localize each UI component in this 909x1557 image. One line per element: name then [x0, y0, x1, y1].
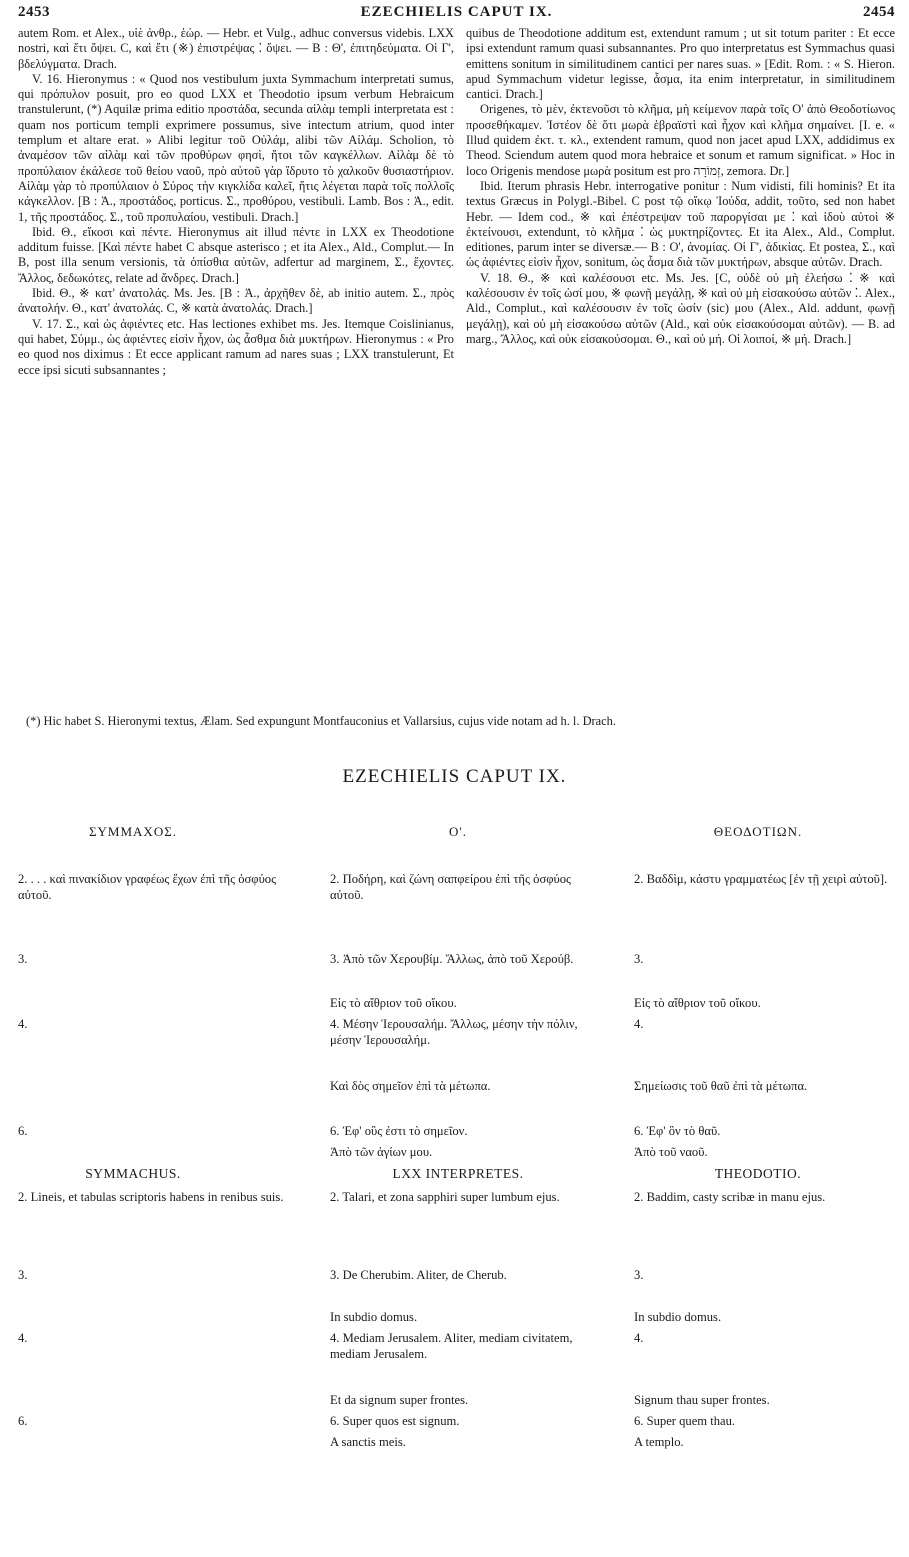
latin_table-lxx-verse: 2. Talari, et zona sapphiri super lumbum ejus.	[330, 1190, 560, 1204]
running-title: EZECHIELIS CAPUT IX.	[360, 4, 553, 20]
greek_table-theodotion-verse: 2. Βαδδὶμ, κάστυ γραμματέως [ἐν τῇ χειρὶ αὐτοῦ].	[634, 872, 888, 886]
commentary-paragraph: Ibid. Iterum phrasis Hebr. interrogative ponitur : Num vidisti, fili hominis? Et ita textus Græcus in Polygl.-Bibel. C post τῷ οἴκῳ Ἰούδα, addit, τοῦτο, sed non habet Hebr. — Idem cod., ※ καὶ ἐπέστρεψαν τοῦ παροργίσαι με ⁚ καὶ ἰδοὺ αὐτοὶ ※ ἐκτείνουσι, extendunt, τὸ κλῆμα ⁚ ὡς μυκτηρίζοντες. Et ita Alex., Ald., Complut. editiones, parum inter se diversæ.— B : Ο', ἀνομίας. Οἱ Γ', ἀδικίας. Et postea, Σ., καὶ ὡς ἀφιέντες εἰσὶν ἦχον, sonitum, ὡς ἆσμα διὰ τῶν μυκτήρων, absque αὐτῶν. Drach.	[466, 178, 895, 270]
latin_table-symmachus-verse: 6.	[18, 1414, 28, 1428]
latin_table-symmachus-verse: 4.	[18, 1331, 28, 1345]
latin_table-symmachus-verse: 2. Lineis, et tabulas scriptoris habens in renibus suis.	[18, 1190, 284, 1204]
commentary-paragraph: autem Rom. et Alex., υἱὲ ἀνθρ., ἑώρ. — Hebr. et Vulg., adhuc conversus videbis. LXX nostri, καὶ ἔτι ὄψει. C, καὶ ἔτι (※) ἐπιστρέψας ⁚ ὄψει. — B : Θ', ἐπιτηδεύματα. Οἱ Γ', βδελύγματα. Drach.	[18, 26, 454, 71]
running-head	[18, 4, 895, 26]
footnote-text: (*) Hic habet S. Hieronymi textus, Ælam. Sed expungunt Montfauconius et Vallarsius, cujus vide notam ad h. l. Drach.	[26, 714, 616, 728]
commentary-columns	[18, 26, 895, 706]
greek_table-lxx-verse: 4. Μέσην Ἱερουσαλήμ. Ἄλλως, μέσην τὴν πόλιν, μέσην Ἱερουσαλήμ.	[330, 1017, 578, 1047]
greek_table-symmachus-verse: 3.	[18, 952, 28, 966]
header-lxx-latin: LXX INTERPRETES.	[392, 1166, 524, 1181]
greek_table-lxx-verse: 2. Ποδήρη, καὶ ζώνη σαπφείρου ἐπὶ τῆς ὀσφύος αὐτοῦ.	[330, 872, 572, 902]
greek_table-lxx-verse: Ἀπὸ τῶν ἁγίων μου.	[330, 1145, 433, 1159]
greek_table-theodotion-verse: Ἀπὸ τοῦ ναοῦ.	[634, 1145, 708, 1159]
greek_table-lxx-verse: 6. Ἐφ' οὓς ἐστι τὸ σημεῖον.	[330, 1124, 468, 1138]
page-number-right: 2454	[863, 4, 895, 20]
page-number-left: 2453	[18, 4, 50, 20]
footnote	[18, 714, 895, 729]
commentary-paragraph: Ibid. Θ., εἴκοσι καὶ πέντε. Hieronymus ait illud πέντε in LXX ex Theodotione additum fuisse. [Καὶ πέντε habet C absque asterisco ; et ita Alex., Ald., Complut.— In B, post illa senum versionis, τὰ ὀπίσθια αὐτῶν, adfertur ad marginem, Σ., ἔχοντες. Ἄλλος, δεδωκότες, relate ad ἄνδρες. Drach.]	[18, 224, 454, 285]
latin_table-lxx-verse: 3. De Cherubim. Aliter, de Cherub.	[330, 1268, 507, 1282]
latin_table-lxx-verse: 4. Mediam Jerusalem. Aliter, mediam civitatem, mediam Jerusalem.	[330, 1331, 573, 1361]
chapter-title: EZECHIELIS CAPUT IX.	[342, 766, 567, 787]
greek_table-symmachus-verse: 4.	[18, 1017, 28, 1031]
commentary-right-column	[466, 26, 895, 347]
latin_table-symmachus-verse: 3.	[18, 1268, 28, 1282]
latin_table-theodotion-verse: 6. Super quem thau.	[634, 1414, 736, 1428]
greek_table-theodotion-verse: 3.	[634, 952, 644, 966]
header-theodotion-latin: THEODOTIO.	[714, 1166, 802, 1181]
greek_table-lxx-verse: Καὶ δὸς σημεῖον ἐπὶ τὰ μέτωπα.	[330, 1079, 491, 1093]
greek_table-theodotion-verse: Εἰς τὸ αἴθριον τοῦ οἴκου.	[634, 996, 761, 1010]
commentary-paragraph: Ibid. Θ., ※ κατ' ἀνατολάς. Ms. Jes. [B : Ἀ., ἀρχῆθεν δὲ, ab initio autem. Σ., πρὸς ἀνατολήν. Θ., κατ' ἀνατολάς. C, ※ κατὰ ἀνατολάς. Drach.]	[18, 286, 454, 316]
greek_table-symmachus-verse: 2. . . . καὶ πινακίδιον γραφέως ἔχων ἐπὶ τῆς ὀσφύος αὐτοῦ.	[18, 872, 277, 902]
latin_table-theodotion-verse: 4.	[634, 1331, 644, 1345]
header-symmachus-greek: ΣΥΜΜΑΧΟΣ.	[88, 824, 178, 839]
latin_table-lxx-verse: In subdio domus.	[330, 1310, 418, 1324]
latin_table-lxx-verse: Et da signum super frontes.	[330, 1393, 469, 1407]
commentary-paragraph: Origenes, τὸ μὲν, ἐκτενοῦσι τὸ κλῆμα, μὴ κείμενον παρὰ τοῖς Ο' ἀπὸ Θεοδοτίωνος προσεθήκαμεν. Ἰστέον δὲ ὅτι μωρὰ ἑβραϊστὶ καὶ ἦχον καὶ κλῆμα σημαίνει. [I. e. « Illud quidem ἐκτ. τ. κλ., extendent ramum, quod non jacet apud LXX, addidimus ex Theod. Sciendum autem quod mora hebraice et sonum et ramum significat. » Hoc in loco Origenis mendose μωρὰ positum est pro זְמוֹרָה, zemora. Dr.]	[466, 102, 895, 178]
latin_table-theodotion-verse: In subdio domus.	[634, 1310, 722, 1324]
greek_table-symmachus-verse: 6.	[18, 1124, 28, 1138]
versions-table	[18, 800, 895, 1540]
greek_table-lxx-verse: Εἰς τὸ αἴθριον τοῦ οἴκου.	[330, 996, 457, 1010]
commentary-left-column	[18, 26, 454, 378]
header-lxx-greek: Ο'.	[449, 824, 467, 839]
commentary-paragraph: V. 16. Hieronymus : « Quod nos vestibulum juxta Symmachum interpretati sumus, qui πρόπυλον posuit, pro eo quod LXX et Theodotio ipsum verbum Hebraicum transtulerunt, (*) Aquilæ prima editio προστάδα, secunda αἰλὰμ templi interpretata est : quam nos porticum templi exprimere possumus, sive intectum atrium, quod inter templum et altare erat. » Alibi legitur τοῦ Οὐλάμ, alibi τῶν Αἰλάμ. Scholion, τὸ ἀναμέσον τῶν αἰλὰμ καὶ τῶν προθύρων φησὶ, ἤτοι τῶν καγκέλλων. Αἰλὰμ δὲ τὸ προπύλαιον ἐκάλεσε τοῦ θείου ναοῦ, πρὸ αὐτοῦ γὰρ ἵδρυτο τὸ χαλκοῦν θυσιαστήριον. Αἰλὰμ γὰρ τὸ προπύλαιον ὁ Σύρος τὴν κιγκλίδα καλεῖ, ἥτις λέγεται παρὰ τοῖς πολλοῖς κάγκελλον. [B : Ἀ., προστάδος, porticus. Σ., προθύρου, vestibuli. Lamb. Bos : Ἀ., edit. 1, τῆς προστάδος. Σ., τοῦ προπυλαίου, vestibuli. Drach.]	[18, 71, 454, 224]
greek_table-theodotion-verse: Σημείωσις τοῦ θαῦ ἐπὶ τὰ μέτωπα.	[634, 1079, 808, 1093]
latin_table-theodotion-verse: 2. Baddim, casty scribæ in manu ejus.	[634, 1190, 826, 1204]
commentary-paragraph: V. 17. Σ., καὶ ὡς ἀφιέντες etc. Has lectiones exhibet ms. Jes. Itemque Coislinianus, qui habet, Σύμμ., ὡς ἀφιέντες εἰσὶν ἦχον, ὡς ἆσθμα διὰ μυκτήρων. Hieronymus : « Pro eo quod nos diximus : Et ecce applicant ramum ad nares suas ; LXX transtulerunt, Et ecce ipsi sicuti subsannantes ;	[18, 316, 454, 377]
commentary-paragraph: quibus de Theodotione additum est, extendunt ramum ; ut sit totum pariter : Et ecce ipsi extendunt ramum quasi subsannantes. Pro quo interpretatus est Symmachus quasi emittens sonitum in similitudinem cantici per nares suas. » [Edit. Rom. : « S. Hieron. apud Symmachum videtur legisse, ἆσμα, ita enim interpretatur, in similitudinem cantici. Drach.]	[466, 26, 895, 102]
greek_table-theodotion-verse: 4.	[634, 1017, 644, 1031]
latin_table-theodotion-verse: 3.	[634, 1268, 644, 1282]
latin_table-theodotion-verse: Signum thau super frontes.	[634, 1393, 770, 1407]
greek_table-lxx-verse: 3. Ἀπὸ τῶν Χερουβίμ. Ἄλλως, ἀπὸ τοῦ Χερούβ.	[330, 952, 574, 966]
latin_table-lxx-verse: A sanctis meis.	[330, 1435, 406, 1449]
header-symmachus-latin: SYMMACHUS.	[85, 1166, 181, 1181]
latin_table-lxx-verse: 6. Super quos est signum.	[330, 1414, 460, 1428]
header-theodotion-greek: ΘΕΟΔΟΤΙΩΝ.	[713, 824, 803, 839]
commentary-paragraph: V. 18. Θ., ※ καὶ καλέσουσι etc. Ms. Jes. [C, οὐδὲ οὐ μὴ ἐλεήσω ⁚ ※ καὶ καλέσουσιν ἐν τοῖς ὠσί μου, ※ φωνῇ μεγάλῃ, ※ καὶ οὐ μὴ εἰσακούσω αὐτῶν ⁚. Alex., Ald., Complut., καὶ καλέσουσιν ἐν τοῖς ὠσίν (sic) μου (Alex., Ald. addunt, φωνῇ μεγάλῃ), καὶ οὐ μὴ εἰσακούσω αὐτῶν (Ald., καὶ οὐκ εἰσακούσομαι αὐτῶν). — B. ad marg., Ἄλλος, καὶ οὐκ εἰσακούσομαι. Θ., καὶ οὐ μή. Οἱ λοιποί, ※ μή. Drach.]	[466, 270, 895, 346]
latin_table-theodotion-verse: A templo.	[634, 1435, 684, 1449]
greek_table-theodotion-verse: 6. Ἐφ' ὃν τὸ θαῦ.	[634, 1124, 721, 1138]
